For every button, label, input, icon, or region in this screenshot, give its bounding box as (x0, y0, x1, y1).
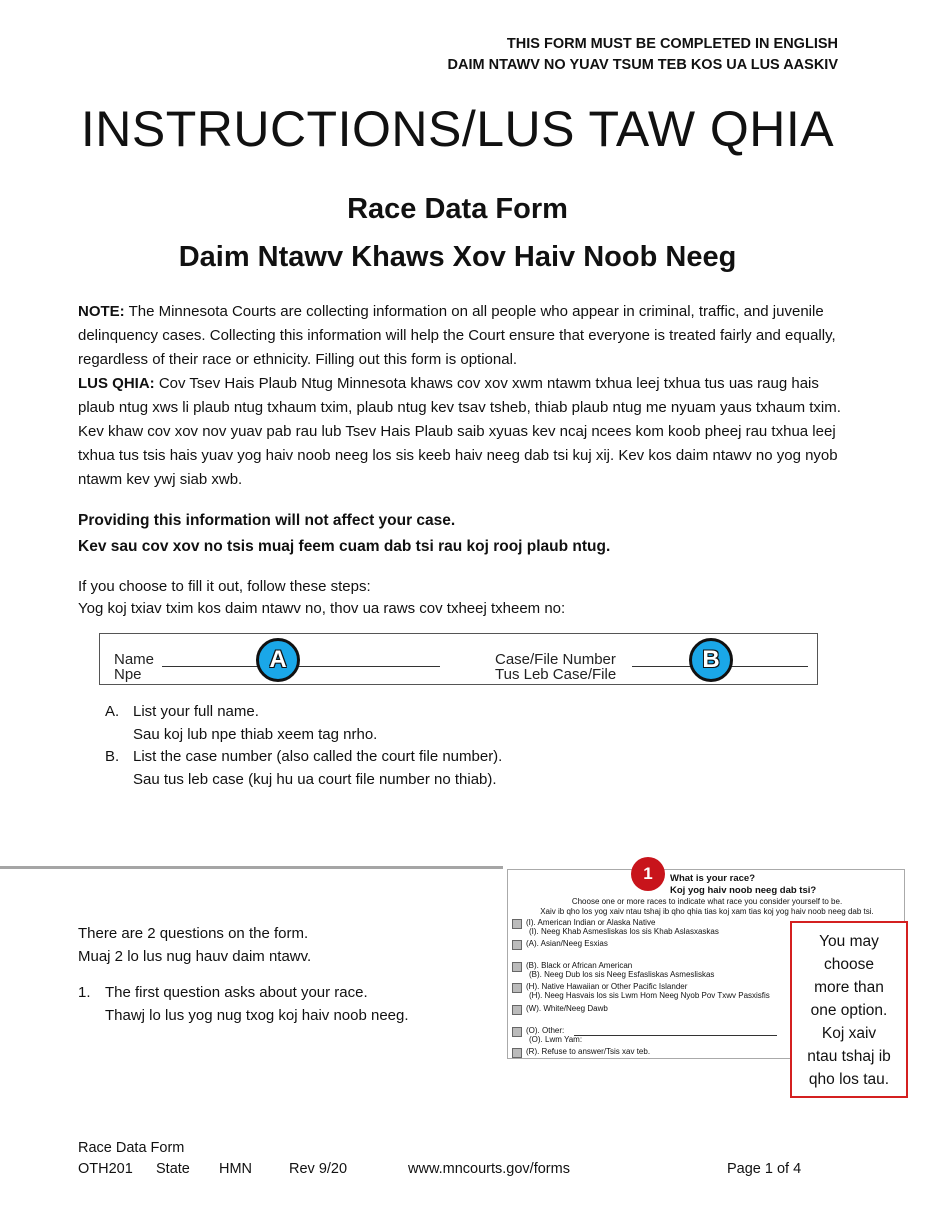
page-footer (78, 1138, 818, 1182)
race-question-english: What is your race? (670, 873, 755, 884)
marker-b-icon: B (689, 638, 733, 682)
note-label: NOTE: (78, 303, 125, 320)
race-question-hmong: Koj yog haiv noob neeg dab tsi? (670, 884, 817, 896)
footer-form-code: OTH201 (78, 1161, 133, 1177)
footer-url[interactable]: www.mncourts.gov/forms (408, 1161, 570, 1177)
step-marker: B. (105, 748, 120, 765)
step-text-english: List your full name. (133, 703, 259, 720)
notice-english: THIS FORM MUST BE COMPLETED IN ENGLISH (506, 36, 838, 52)
checkbox[interactable] (512, 919, 522, 929)
note-paragraph-hmong (78, 372, 848, 492)
question-number-badge: 1 (631, 857, 665, 891)
list-item (105, 701, 502, 746)
marker-a-icon: A (256, 638, 300, 682)
steps-intro (78, 576, 565, 620)
step-text-english: List the case number (also called the court file number). (133, 748, 503, 765)
callout-line: Koj xaiv (821, 1025, 877, 1042)
checkbox[interactable] (512, 1005, 522, 1015)
callout-line: ntau tshaj ib (807, 1048, 891, 1065)
option-label: (B). Black or African American (526, 961, 633, 970)
section-divider (0, 866, 503, 869)
option-label: (I). American Indian or Alaska Native (526, 918, 656, 927)
note-text: The Minnesota Courts are collecting information on all people who appear in criminal, traffic, and juvenile delinquency cases. Collecting this information will help the Court ensure that everyone is treated fairly and equally, regardless of their race or ethnicity. Filling out this form is optional. (78, 303, 836, 368)
questions-intro (78, 923, 311, 968)
option-label: (H). Native Hawaiian or Other Pacific Islander (526, 982, 688, 991)
step-text-hmong: Sau koj lub npe thiab xeem tag nrho. (133, 725, 378, 743)
note-label-hmong: LUS QHIA: (78, 375, 155, 392)
case-effect-statement (78, 508, 610, 560)
step-marker: A. (105, 703, 120, 720)
case-effect-hmong: Kev sau cov xov no tsis muaj feem cuam dab tsi rau koj rooj plaub ntug. (78, 538, 611, 555)
checkbox[interactable] (512, 962, 522, 972)
footer-state: State (156, 1161, 190, 1177)
question-1-text (105, 982, 409, 1027)
race-instruction-english: Choose one or more races to indicate what race you consider yourself to be. (571, 897, 843, 906)
multiple-options-callout (790, 921, 908, 1098)
form-subtitle-english: Race Data Form (347, 193, 568, 225)
checkbox[interactable] (512, 1027, 522, 1037)
case-number-label-hmong: Tus Leb Case/File (495, 666, 617, 683)
callout-line: more than (814, 979, 884, 996)
option-label-hmong: (I). Neeg Khab Asmesliskas los sis Khab Aslasxaskas (529, 927, 719, 936)
option-label: (A). Asian/Neeg Esxias (526, 939, 608, 948)
other-line (574, 1035, 777, 1036)
questions-intro-english: There are 2 questions on the form. (78, 925, 309, 942)
step-text-hmong: Sau tus leb case (kuj hu ua court file number no thiab). (133, 770, 497, 788)
footer-language: HMN (219, 1161, 253, 1177)
case-effect-english: Providing this information will not affect your case. (78, 512, 456, 529)
callout-line: choose (824, 956, 874, 973)
notice-hmong: DAIM NTAWV NO YUAV TSUM TEB KOS UA LUS AASKIV (447, 57, 838, 73)
option-label: (O). Other: (526, 1026, 565, 1035)
questions-intro-hmong: Muaj 2 lo lus nug hauv daim ntawv. (78, 947, 312, 965)
form-subtitle-hmong: Daim Ntawv Khaws Xov Haiv Noob Neeg (178, 241, 737, 273)
name-label-hmong: Npe (114, 666, 142, 683)
steps-intro-english: If you choose to fill it out, follow these steps: (78, 578, 371, 595)
question-number: 1. (78, 984, 91, 1001)
race-instruction-hmong: Xaiv ib qho los yog xaiv ntau tshaj ib qho qhia tias koj xam tias koj yog haiv noob neeg dab tsi. (540, 907, 874, 916)
option-label-hmong: (O). Lwm Yam: (529, 1035, 583, 1044)
race-question-heading (670, 873, 816, 896)
note-paragraph (78, 300, 848, 372)
option-label: (R). Refuse to answer/Tsis xav teb. (526, 1047, 651, 1056)
footer-form-name: Race Data Form (78, 1140, 185, 1156)
footer-revision: Rev 9/20 (289, 1161, 348, 1177)
name-label: Name (114, 651, 155, 668)
question-1-english: The first question asks about your race. (105, 984, 368, 1001)
steps-list (105, 701, 502, 791)
english-required-notice (448, 34, 838, 76)
option-label-hmong: (H). Neeg Hasvais los sis Lwm Hom Neeg Nyob Pov Txwv Pasxisfis (529, 991, 770, 1000)
steps-intro-hmong: Yog koj txiav txim kos daim ntawv no, thov ua raws cov txheej txheem no: (78, 600, 566, 617)
name-line (162, 666, 440, 667)
callout-line: qho los tau. (808, 1071, 890, 1088)
question-1-hmong: Thawj lo lus yog nug txog koj haiv noob neeg. (105, 1006, 409, 1024)
checkbox[interactable] (512, 1048, 522, 1058)
footer-page-number: Page 1 of 4 (727, 1161, 802, 1177)
option-label: (W). White/Neeg Dawb (526, 1004, 608, 1013)
checkbox[interactable] (512, 983, 522, 993)
sample-form-header (99, 633, 818, 685)
page-title: INSTRUCTIONS/LUS TAW QHIA (80, 101, 835, 157)
note-text-hmong: Cov Tsev Hais Plaub Ntug Minnesota khaws cov xov xwm ntawm txhua leej txhua tus uas raug hais plaub ntug xws li plaub ntug txhaum txim, plaub ntug kev tsav tsheb, thiab plaub ntug me nyuam yaus txhaum txim. Kev khaw cov xov nov yuav pab rau lub Tsev Hais Plaub saib xyuas kev ncaj ncees kom koob pheej rau txhua leej txhua tus tsis hais yuav yog haiv noob neeg los sis keeb haiv neeg dab tsi kuj xij. Kev kos daim ntawv no yog nyob ntawm kev ywj siab xwb. (78, 375, 841, 488)
option-label-hmong: (B). Neeg Dub los sis Neeg Esfasliskas Asmesliskas (529, 970, 715, 979)
list-item (105, 746, 502, 791)
case-number-label: Case/File Number (495, 651, 616, 668)
callout-line: one option. (810, 1002, 888, 1019)
checkbox[interactable] (512, 940, 522, 950)
callout-line: You may (819, 933, 879, 950)
